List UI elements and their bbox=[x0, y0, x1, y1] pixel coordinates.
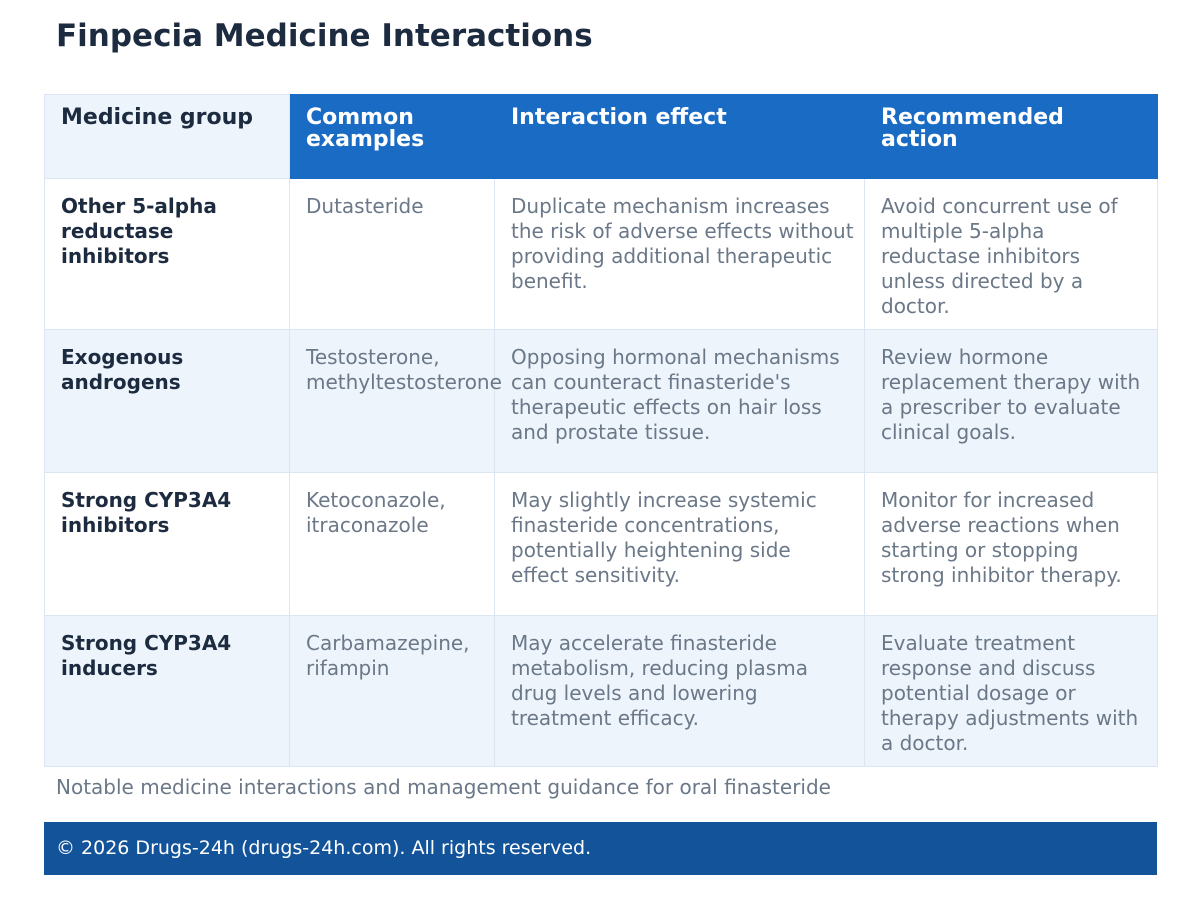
copyright-footer bbox=[44, 822, 1157, 875]
recommended-action-cell: Monitor for increased adverse reactions when starting or stopping strong inhibitor therapy. bbox=[865, 473, 1158, 616]
table-row bbox=[45, 179, 1158, 330]
medicine-group-cell: Exogenous androgens bbox=[45, 330, 290, 473]
medicine-group-cell: Other 5-alpha reductase inhibitors bbox=[45, 179, 290, 330]
common-examples-cell: Dutasteride bbox=[290, 179, 495, 330]
recommended-action-cell: Avoid concurrent use of multiple 5-alpha reductase inhibitors unless directed by a doctor. bbox=[865, 179, 1158, 330]
interactions-table bbox=[44, 94, 1158, 767]
medicine-group-cell: Strong CYP3A4 inhibitors bbox=[45, 473, 290, 616]
recommended-action-cell: Review hormone replacement therapy with a prescriber to evaluate clinical goals. bbox=[865, 330, 1158, 473]
column-header-medicine-group: Medicine group bbox=[45, 95, 290, 179]
recommended-action-cell: Evaluate treatment response and discuss potential dosage or therapy adjustments with a doctor. bbox=[865, 616, 1158, 767]
common-examples-cell: Testosterone, methyltestosterone bbox=[290, 330, 495, 473]
column-header-interaction-effect: Interaction effect bbox=[495, 95, 865, 179]
common-examples-cell: Ketoconazole, itraconazole bbox=[290, 473, 495, 616]
column-header-common-examples: Common examples bbox=[290, 95, 495, 179]
copyright-text: © 2026 Drugs-24h (drugs-24h.com). All rights reserved. bbox=[56, 837, 592, 859]
medicine-group-cell: Strong CYP3A4 inducers bbox=[45, 616, 290, 767]
table-row bbox=[45, 616, 1158, 767]
interaction-effect-cell: Duplicate mechanism increases the risk of adverse effects without providing additional therapeutic benefit. bbox=[495, 179, 865, 330]
interaction-effect-cell: May accelerate finasteride metabolism, reducing plasma drug levels and lowering treatment efficacy. bbox=[495, 616, 865, 767]
page-title: Finpecia Medicine Interactions bbox=[56, 18, 593, 54]
interaction-effect-cell: May slightly increase systemic finasteride concentrations, potentially heightening side effect sensitivity. bbox=[495, 473, 865, 616]
table-caption: Notable medicine interactions and management guidance for oral finasteride bbox=[56, 775, 831, 799]
common-examples-cell: Carbamazepine, rifampin bbox=[290, 616, 495, 767]
table-row bbox=[45, 330, 1158, 473]
table-header-row bbox=[45, 95, 1158, 179]
column-header-recommended-action: Recommended action bbox=[865, 95, 1158, 179]
table-row bbox=[45, 473, 1158, 616]
interaction-effect-cell: Opposing hormonal mechanisms can counteract finasteride's therapeutic effects on hair loss and prostate tissue. bbox=[495, 330, 865, 473]
